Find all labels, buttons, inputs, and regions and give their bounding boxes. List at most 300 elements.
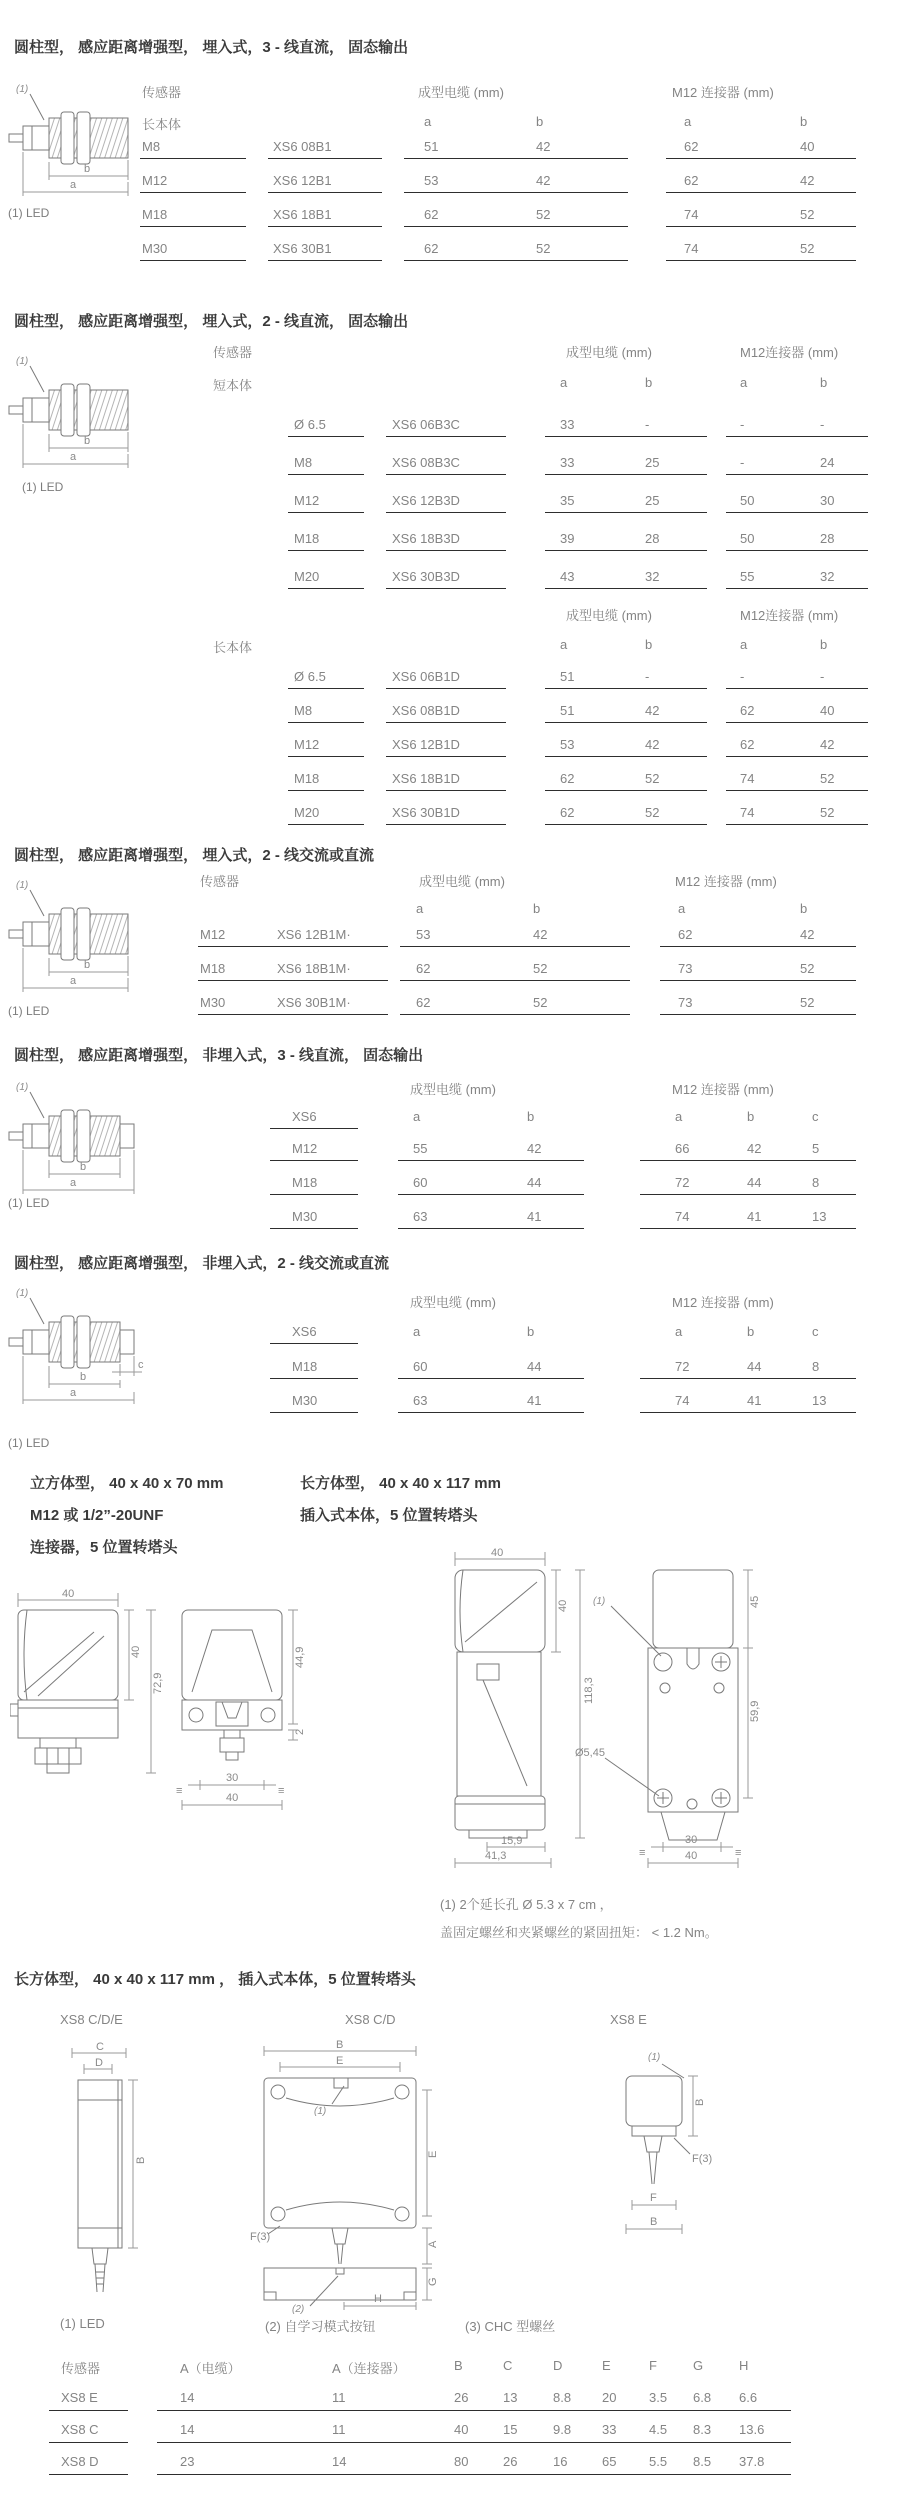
- cell-C: 13: [503, 2390, 518, 2405]
- dim-B-vertical: B: [694, 2098, 706, 2106]
- rect-title-line1: 长方体型， 40 x 40 x 117 mm: [300, 1475, 501, 1492]
- body-length-label: 短本体: [213, 378, 253, 393]
- row-underline: [666, 226, 856, 227]
- row-underline: [660, 946, 856, 947]
- dim-40-top: 40: [62, 1588, 75, 1600]
- cell-ref: XS6 08B3C: [392, 455, 460, 470]
- col-header-cable: 成型电缆 (mm): [410, 1082, 496, 1097]
- row-underline: [49, 2442, 128, 2443]
- cell-conn-b: 52: [800, 995, 815, 1010]
- cell-a-cable: 23: [180, 2454, 195, 2469]
- body-length-label: 长本体: [142, 117, 182, 132]
- cell-cable-b: 52: [533, 995, 548, 1010]
- row-underline: [726, 436, 868, 437]
- cell-F: 5.5: [649, 2454, 668, 2469]
- rect-side-view: [455, 1552, 545, 1838]
- row-underline: [726, 722, 868, 723]
- subcol-a: a: [678, 901, 686, 916]
- cell-a-conn: 11: [332, 2422, 346, 2437]
- cell-G: 8.3: [693, 2422, 712, 2437]
- cell-conn-b: 41: [747, 1393, 762, 1408]
- section1-title: 圆柱型， 感应距离增强型， 埋入式，3 - 线直流， 固态输出: [14, 39, 409, 56]
- cell-conn-b: 52: [820, 805, 835, 820]
- dim-F: F: [650, 2192, 657, 2204]
- subcol-a: a: [675, 1324, 683, 1339]
- dim-dia-5-45: Ø5,45: [575, 1747, 605, 1759]
- led-callout: (1): [314, 2106, 327, 2117]
- col-header-sensor: 传感器: [213, 345, 253, 360]
- cell-conn-a: 72: [675, 1359, 690, 1374]
- xs8cd-front-drawing: [248, 2040, 498, 2316]
- flatness-mark: ≡: [639, 1847, 646, 1859]
- cell-cable-b: 52: [645, 805, 660, 820]
- col-header: D: [553, 2358, 563, 2373]
- cell-cable-b: 42: [533, 927, 548, 942]
- dim-30-bottom: 30: [685, 1834, 698, 1846]
- col-header: A（连接器）: [332, 2361, 406, 2376]
- cell-size: M12: [292, 1141, 318, 1156]
- cell-cable-b: 32: [645, 569, 660, 584]
- row-underline: [398, 1160, 584, 1161]
- cell-cable-a: 53: [560, 737, 575, 752]
- cell-conn-a: 62: [740, 703, 755, 718]
- row-underline: [660, 980, 856, 981]
- subcol-c: c: [812, 1324, 819, 1339]
- row-underline: [288, 512, 364, 513]
- variant-label-xs8e: XS8 E: [610, 2012, 647, 2027]
- cell-conn-a: 74: [684, 207, 699, 222]
- cell-ref: XS8 D: [61, 2454, 99, 2469]
- row-underline: [288, 474, 364, 475]
- cell-conn-a: -: [740, 417, 745, 432]
- sensor-body: [9, 1092, 134, 1162]
- screw-callout-F3: F(3): [692, 2153, 713, 2165]
- cell-cable-a: 53: [416, 927, 431, 942]
- cell-size: M18: [200, 961, 226, 976]
- cell-cable-a: 33: [560, 417, 575, 432]
- cell-a-conn: 14: [332, 2454, 347, 2469]
- subcol-a: a: [675, 1109, 683, 1124]
- row-underline: [288, 824, 364, 825]
- row-underline: [726, 756, 868, 757]
- cell-B: 26: [454, 2390, 469, 2405]
- row-underline: [386, 436, 506, 437]
- cell-conn-b: 44: [747, 1175, 762, 1190]
- dim-118-3: 118,3: [583, 1677, 595, 1704]
- family-label: XS6: [292, 1324, 317, 1339]
- extension-hole-note: (1) 2个延长孔 Ø 5.3 x 7 cm ，: [440, 1897, 613, 1912]
- col-header-sensor: 传感器: [142, 85, 182, 100]
- cell-ref: XS6 12B1D: [392, 737, 460, 752]
- row-underline: [288, 722, 364, 723]
- led-callout-label: (1): [16, 1288, 29, 1299]
- cell-ref: XS6 12B3D: [392, 493, 460, 508]
- dim-44-9: 44,9: [294, 1646, 306, 1668]
- cell-cable-b: 42: [536, 139, 551, 154]
- sensor-body: [264, 2078, 416, 2264]
- cell-cable-a: 51: [560, 669, 575, 684]
- cell-size: M18: [294, 531, 320, 546]
- cell-ref: XS6 18B1M·: [277, 961, 351, 976]
- cell-conn-b: -: [820, 417, 825, 432]
- dim-c-label: c: [138, 1359, 144, 1371]
- cell-conn-b: 32: [820, 569, 835, 584]
- col-header: C: [503, 2358, 513, 2373]
- row-underline: [640, 1228, 856, 1229]
- sensor-body: [9, 366, 128, 436]
- row-underline: [157, 2410, 791, 2411]
- cell-conn-b: 42: [800, 173, 815, 188]
- extension-hole-callout: (1): [593, 1596, 606, 1607]
- dim-40-bottom: 40: [226, 1792, 239, 1804]
- cell-cable-a: 51: [560, 703, 575, 718]
- cell-conn-b: 42: [747, 1141, 762, 1156]
- dim-E: E: [336, 2055, 344, 2067]
- cell-size: M8: [294, 703, 313, 718]
- dim-a-label: a: [70, 975, 77, 987]
- cell-conn-b: 41: [747, 1209, 762, 1224]
- cell-D: 16: [553, 2454, 568, 2469]
- row-underline: [270, 1412, 358, 1413]
- flatness-mark: ≡: [735, 1847, 742, 1859]
- cell-size: M20: [294, 569, 320, 584]
- cell-conn-a: 62: [684, 139, 699, 154]
- cell-conn-a: 66: [675, 1141, 690, 1156]
- cell-size: M30: [200, 995, 226, 1010]
- dim-D: D: [95, 2057, 103, 2069]
- cell-size: M12: [200, 927, 226, 942]
- torque-note: 盖固定螺丝和夹紧螺丝的紧固扭矩： < 1.2 Nm。: [440, 1925, 718, 1940]
- cell-conn-a: 74: [675, 1393, 690, 1408]
- cell-size: M30: [142, 241, 168, 256]
- col-header: G: [693, 2358, 704, 2373]
- row-underline: [666, 158, 856, 159]
- dim-a-label: a: [70, 1387, 77, 1399]
- cell-conn-a: 62: [684, 173, 699, 188]
- cell-cable-b: 42: [645, 703, 660, 718]
- dim-b-label: b: [80, 1161, 87, 1173]
- cell-size: Ø 6.5: [294, 417, 326, 432]
- section5-title: 圆柱型， 感应距离增强型， 非埋入式，2 - 线交流或直流: [14, 1255, 390, 1272]
- row-underline: [726, 588, 868, 589]
- rectangular-sensor-drawing: [425, 1546, 865, 1878]
- row-underline: [198, 980, 274, 981]
- row-underline: [545, 824, 707, 825]
- cell-conn-a: -: [740, 455, 745, 470]
- cell-a-conn: 11: [332, 2390, 346, 2405]
- row-underline: [545, 474, 707, 475]
- cell-conn-b: 52: [800, 961, 815, 976]
- led-note: (1) LED: [8, 1436, 50, 1450]
- row-underline: [157, 2474, 791, 2475]
- cell-cable-a: 53: [424, 173, 439, 188]
- cell-conn-a: 55: [740, 569, 755, 584]
- col-header-cable: 成型电缆 (mm): [566, 608, 652, 623]
- dim-H: H: [374, 2293, 382, 2305]
- row-underline: [272, 980, 388, 981]
- subcol-a: a: [424, 114, 432, 129]
- row-underline: [545, 756, 707, 757]
- cell-cable-a: 62: [416, 995, 431, 1010]
- cell-size: M12: [294, 493, 320, 508]
- family-label: XS6: [292, 1109, 317, 1124]
- subcol-b: b: [533, 901, 541, 916]
- body-length-label: 长本体: [213, 640, 253, 655]
- led-note: (1) LED: [8, 1004, 50, 1018]
- cell-conn-c: 8: [812, 1175, 820, 1190]
- col-header-cable: 成型电缆 (mm): [566, 345, 652, 360]
- cell-cable-a: 55: [413, 1141, 428, 1156]
- col-header: B: [454, 2358, 463, 2373]
- cell-cable-a: 51: [424, 139, 439, 154]
- cell-H: 6.6: [739, 2390, 758, 2405]
- row-underline: [640, 1160, 856, 1161]
- cell-ref: XS6 18B1: [273, 207, 332, 222]
- cell-cable-a: 62: [416, 961, 431, 976]
- row-underline: [272, 946, 388, 947]
- cell-cable-b: 42: [527, 1141, 542, 1156]
- subcol-b: b: [747, 1109, 755, 1124]
- col-header-cable: 成型电缆 (mm): [410, 1295, 496, 1310]
- subcol-b: b: [800, 114, 808, 129]
- dim-15-9: 15,9: [501, 1835, 523, 1847]
- rect-title-line2: 插入式本体，5 位置转塔头: [300, 1507, 478, 1524]
- subcol-a: a: [416, 901, 424, 916]
- row-underline: [666, 260, 856, 261]
- cell-size: M20: [294, 805, 320, 820]
- dim-C: C: [96, 2041, 104, 2053]
- row-underline: [398, 1412, 584, 1413]
- cell-cable-b: 25: [645, 455, 660, 470]
- cell-size: M8: [294, 455, 313, 470]
- subcol-a: a: [740, 375, 748, 390]
- cell-G: 6.8: [693, 2390, 712, 2405]
- cell-conn-a: 74: [684, 241, 699, 256]
- dim-b-label: b: [84, 959, 91, 971]
- cell-size: Ø 6.5: [294, 669, 326, 684]
- bottom-view: [264, 2268, 416, 2306]
- cell-cable-a: 63: [413, 1209, 428, 1224]
- dim-59-9: 59,9: [749, 1700, 761, 1722]
- row-underline: [270, 1228, 358, 1229]
- row-underline: [404, 158, 628, 159]
- row-underline: [140, 192, 246, 193]
- row-underline: [268, 260, 382, 261]
- subcol-b: b: [820, 375, 828, 390]
- cell-B: 80: [454, 2454, 469, 2469]
- row-underline: [268, 192, 382, 193]
- cell-conn-b: 40: [820, 703, 835, 718]
- cell-cable-b: 28: [645, 531, 660, 546]
- row-underline: [545, 688, 707, 689]
- cell-conn-a: -: [740, 669, 745, 684]
- row-underline: [272, 1014, 388, 1015]
- subcol-b: b: [645, 637, 653, 652]
- col-header-cable: 成型电缆 (mm): [419, 874, 505, 889]
- cell-conn-c: 5: [812, 1141, 820, 1156]
- subcol-b: b: [527, 1109, 535, 1124]
- cell-cable-b: 41: [527, 1209, 542, 1224]
- cell-conn-b: 52: [800, 241, 815, 256]
- row-underline: [545, 512, 707, 513]
- row-underline: [660, 1014, 856, 1015]
- col-header: 传感器: [61, 2361, 101, 2376]
- cell-ref: XS6 18B1D: [392, 771, 460, 786]
- cube-side-view: [10, 1593, 118, 1773]
- cell-ref: XS6 30B1D: [392, 805, 460, 820]
- cell-ref: XS6 08B1D: [392, 703, 460, 718]
- subcol-a: a: [740, 637, 748, 652]
- subcol-c: c: [812, 1109, 819, 1124]
- sensor-body: [9, 1298, 134, 1368]
- subcol-a: a: [684, 114, 692, 129]
- cell-ref: XS6 06B3C: [392, 417, 460, 432]
- col-header-cable: 成型电缆 (mm): [418, 85, 504, 100]
- row-underline: [386, 474, 506, 475]
- led-callout-label: (1): [16, 356, 29, 367]
- row-underline: [288, 756, 364, 757]
- cell-conn-b: 30: [820, 493, 835, 508]
- row-underline: [386, 512, 506, 513]
- variant-label-xs8cde: XS8 C/D/E: [60, 2012, 123, 2027]
- subcol-b: b: [820, 637, 828, 652]
- cell-size: M30: [292, 1393, 318, 1408]
- cube-front-view: [182, 1610, 282, 1760]
- cell-size: M8: [142, 139, 161, 154]
- row-underline: [288, 436, 364, 437]
- col-header-connector: M12连接器 (mm): [740, 608, 839, 623]
- col-header-connector: M12 连接器 (mm): [675, 874, 777, 889]
- cell-ref: XS6 30B1M·: [277, 995, 351, 1010]
- led-note: (1) LED: [8, 206, 50, 220]
- cell-conn-a: 72: [675, 1175, 690, 1190]
- rect-front-view: [605, 1570, 738, 1840]
- row-underline: [140, 158, 246, 159]
- cell-conn-a: 73: [678, 995, 693, 1010]
- cell-conn-b: 42: [820, 737, 835, 752]
- row-underline: [404, 226, 628, 227]
- led-note: (1) LED: [22, 480, 64, 494]
- note-led: (1) LED: [60, 2316, 105, 2331]
- cell-cable-b: 42: [645, 737, 660, 752]
- section4-title: 圆柱型， 感应距离增强型， 非埋入式，3 - 线直流， 固态输出: [14, 1047, 424, 1064]
- cell-conn-c: 13: [812, 1393, 827, 1408]
- flatness-mark: ≡: [176, 1785, 183, 1797]
- cell-conn-b: 42: [800, 927, 815, 942]
- dim-40-head: 40: [557, 1599, 569, 1612]
- row-underline: [157, 2442, 791, 2443]
- row-underline: [640, 1378, 856, 1379]
- cell-conn-b: 28: [820, 531, 835, 546]
- dim-72-9: 72,9: [152, 1672, 164, 1694]
- dim-40-side: 40: [130, 1645, 142, 1658]
- subcol-b: b: [645, 375, 653, 390]
- row-underline: [49, 2474, 128, 2475]
- cell-cable-a: 62: [560, 805, 575, 820]
- dim-A: A: [427, 2240, 439, 2248]
- row-underline: [545, 790, 707, 791]
- row-underline: [198, 946, 274, 947]
- cell-ref: XS6 30B3D: [392, 569, 460, 584]
- row-underline: [49, 2410, 128, 2411]
- screw-callout-F3: F(3): [250, 2231, 271, 2243]
- row-underline: [386, 550, 506, 551]
- col-header-connector: M12 连接器 (mm): [672, 85, 774, 100]
- cell-cable-a: 60: [413, 1359, 428, 1374]
- note-teach-button: (2) 自学习模式按钮: [265, 2319, 376, 2334]
- row-underline: [400, 980, 630, 981]
- cell-conn-b: 40: [800, 139, 815, 154]
- cell-cable-a: 62: [560, 771, 575, 786]
- cell-conn-c: 13: [812, 1209, 827, 1224]
- subcol-a: a: [560, 375, 568, 390]
- cell-ref: XS6 30B1: [273, 241, 332, 256]
- subcol-a: a: [413, 1109, 421, 1124]
- col-header-sensor: 传感器: [200, 874, 240, 889]
- cell-ref: XS6 06B1D: [392, 669, 460, 684]
- col-header: F: [649, 2358, 657, 2373]
- row-underline: [386, 756, 506, 757]
- cell-cable-b: 52: [645, 771, 660, 786]
- cylindrical-sensor-flush-drawing: [8, 876, 158, 996]
- row-underline: [386, 722, 506, 723]
- row-underline: [398, 1378, 584, 1379]
- cell-cable-b: 42: [536, 173, 551, 188]
- cube-title-line1: 立方体型， 40 x 40 x 70 mm: [30, 1475, 224, 1492]
- subcol-b: b: [800, 901, 808, 916]
- row-underline: [386, 588, 506, 589]
- row-underline: [270, 1378, 358, 1379]
- cell-F: 4.5: [649, 2422, 668, 2437]
- row-underline: [288, 588, 364, 589]
- header-underline: [270, 1128, 358, 1129]
- dim-45: 45: [749, 1595, 761, 1608]
- cell-cable-a: 62: [424, 207, 439, 222]
- cylindrical-sensor-nonflush-c-drawing: [8, 1284, 168, 1419]
- row-underline: [400, 1014, 630, 1015]
- cell-conn-c: 8: [812, 1359, 820, 1374]
- row-underline: [545, 722, 707, 723]
- dim-a-label: a: [70, 451, 77, 463]
- subcol-b: b: [527, 1324, 535, 1339]
- row-underline: [270, 1160, 358, 1161]
- cell-E: 65: [602, 2454, 617, 2469]
- cell-F: 3.5: [649, 2390, 668, 2405]
- dim-E-vertical: E: [427, 2150, 439, 2158]
- dim-B: B: [336, 2040, 344, 2051]
- cell-conn-b: 44: [747, 1359, 762, 1374]
- dim-a-label: a: [70, 1177, 77, 1189]
- dim-b-label: b: [80, 1371, 87, 1383]
- dim-a-label: a: [70, 179, 77, 191]
- row-underline: [398, 1228, 584, 1229]
- led-note: (1) LED: [8, 1196, 50, 1210]
- cell-G: 8.5: [693, 2454, 712, 2469]
- row-underline: [288, 550, 364, 551]
- cell-ref: XS8 C: [61, 2422, 99, 2437]
- dim-40-top: 40: [491, 1547, 504, 1559]
- row-underline: [398, 1194, 584, 1195]
- dim-b-label: b: [84, 163, 91, 175]
- header-underline: [270, 1343, 358, 1344]
- cell-H: 37.8: [739, 2454, 765, 2469]
- cylindrical-sensor-nonflush-drawing: [8, 1078, 158, 1198]
- row-underline: [404, 260, 628, 261]
- cell-a-cable: 14: [180, 2390, 195, 2405]
- cell-cable-a: 62: [424, 241, 439, 256]
- dim-2: 2: [294, 1728, 306, 1735]
- cell-D: 8.8: [553, 2390, 572, 2405]
